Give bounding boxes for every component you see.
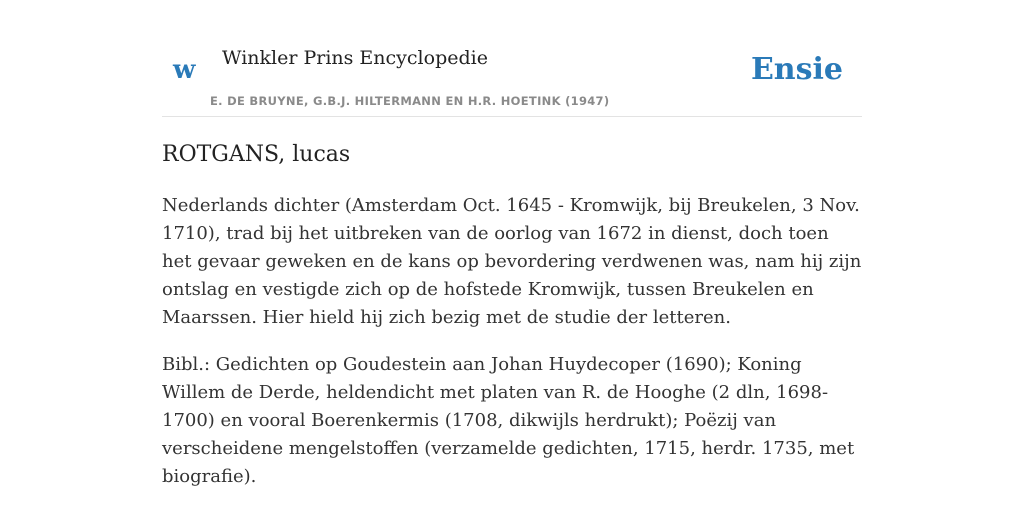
article-paragraph-bibliography: Bibl.: Gedichten op Goudestein aan Johan Huydecoper (1690); Koning Willem de Derde, heldendicht met platen van R. de Hooghe (2 dln, 1698-1700) en vooral Boerenkermis (1708, dikwijls herdrukt); Poëzij van verscheidene mengelstoffen (verzamelde gedichten, 1715, herdr. 1735, met biografie). — [162, 354, 855, 487]
article-title: ROTGANS, lucas — [162, 142, 351, 167]
encyclopedia-logo: w — [173, 55, 196, 85]
encyclopedia-title: Winkler Prins Encyclopedie — [222, 47, 488, 69]
ensie-brand-link[interactable]: Ensie — [750, 52, 843, 87]
article-paragraph-1: Nederlands dichter (Amsterdam Oct. 1645 - Kromwijk, bij Breukelen, 3 Nov. 1710), trad bij het uitbreken van de oorlog van 1672 in dienst, doch toen het gevaar geweken en de kans op bevordering verdwenen was, nam hij zijn ontslag en vestigde zich op de hofstede Kromwijk, tussen Breukelen en Maarssen. Hier hield hij zich bezig met de studie der letteren. — [162, 195, 862, 328]
encyclopedia-header — [162, 0, 862, 117]
encyclopedia-authors: E. DE BRUYNE, G.B.J. HILTERMANN EN H.R. HOETINK (1947) — [210, 94, 610, 108]
page-container — [162, 0, 862, 487]
